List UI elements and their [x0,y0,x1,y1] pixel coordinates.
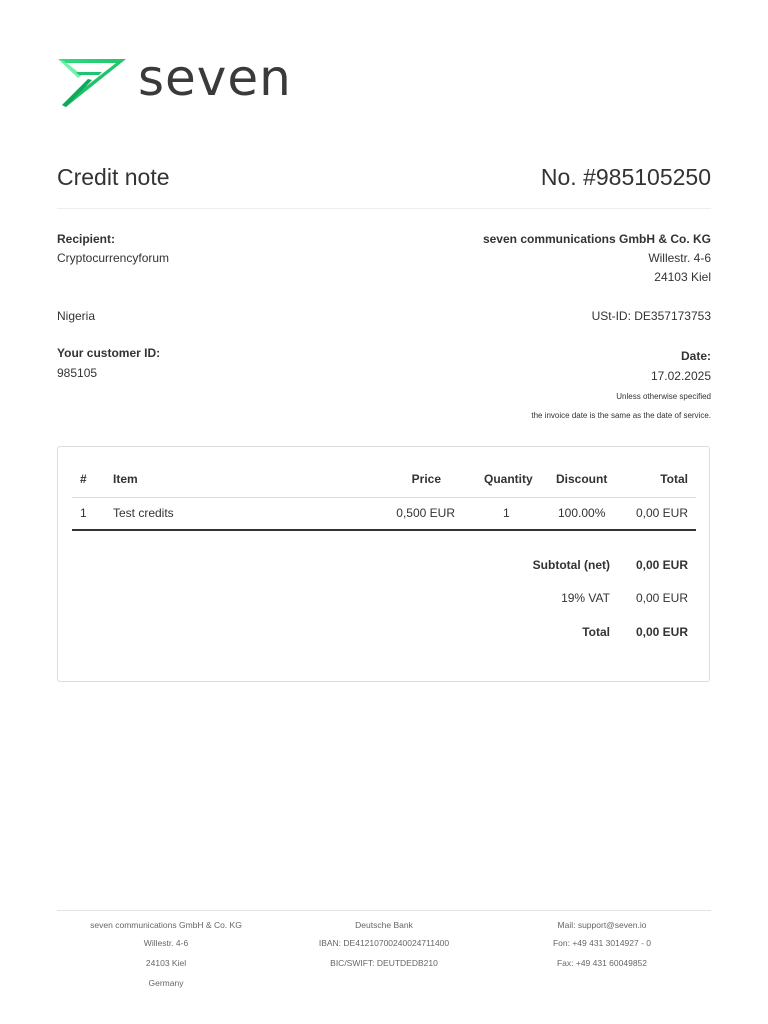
date-label: Date: [680,349,711,363]
header-divider [72,497,696,498]
document-number: No. #985105250 [540,164,711,190]
vat-value: 0,00 EUR [635,591,688,605]
items-card [57,446,710,682]
footer-bank-bic: BIC/SWIFT: DEUTDEDB210 [330,958,438,968]
customer-id-label: Your customer ID: [57,346,161,360]
recipient-name: Cryptocurrencyforum [57,251,170,265]
service-date-note-line2: the invoice date is the same as the date of service. [531,411,711,420]
subtotal-value: 0,00 EUR [635,558,688,572]
row-price: 0,500 EUR [396,506,455,520]
footer-contact-fax: Fax: +49 431 60049852 [556,958,648,968]
header-quantity: Quantity [484,472,533,486]
subtotal-label: Subtotal (net) [532,558,610,572]
row-discount: 100.00% [558,506,606,520]
header-price: Price [411,472,441,486]
header-num: # [80,472,87,486]
footer-company-name: seven communications GmbH & Co. KG [90,920,242,930]
customer-id: 985105 [57,366,98,380]
header-discount: Discount [556,472,608,486]
header-total: Total [660,472,688,486]
date-value: 17.02.2025 [650,369,711,383]
row-item: Test credits [113,506,174,520]
total-value: 0,00 EUR [635,625,688,639]
row-bottom-rule [72,529,696,531]
total-label: Total [582,625,610,639]
footer-divider [57,910,711,911]
header-item: Item [113,472,138,486]
document-title: Credit note [57,164,170,190]
title-row [57,164,711,194]
sender-vat-id: USt-ID: DE357173753 [591,309,711,323]
row-num: 1 [80,506,87,520]
sender-street: Willestr. 4-6 [648,251,711,265]
footer-bank-iban: IBAN: DE41210700240024711400 [318,938,450,948]
seven-logo [56,49,292,110]
divider [57,208,711,209]
row-total: 0,00 EUR [635,506,688,520]
sender-company: seven communications GmbH & Co. KG [482,232,711,246]
row-quantity: 1 [503,506,510,520]
service-date-note-line1: Unless otherwise specified [616,392,711,401]
footer-company-city: 24103 Kiel [145,958,187,968]
recipient-label: Recipient: [57,232,116,246]
sender-city: 24103 Kiel [654,270,711,284]
recipient-country: Nigeria [57,309,96,323]
vat-label: 19% VAT [561,591,610,605]
footer-contact-phone: Fon: +49 431 3014927 - 0 [552,938,652,948]
footer-company-country: Germany [148,978,184,988]
footer-bank-name: Deutsche Bank [355,920,413,930]
footer-contact-mail: Mail: support@seven.io [557,920,647,930]
brand-wordmark: seven [138,49,292,107]
footer-company-street: Willestr. 4-6 [143,938,189,948]
